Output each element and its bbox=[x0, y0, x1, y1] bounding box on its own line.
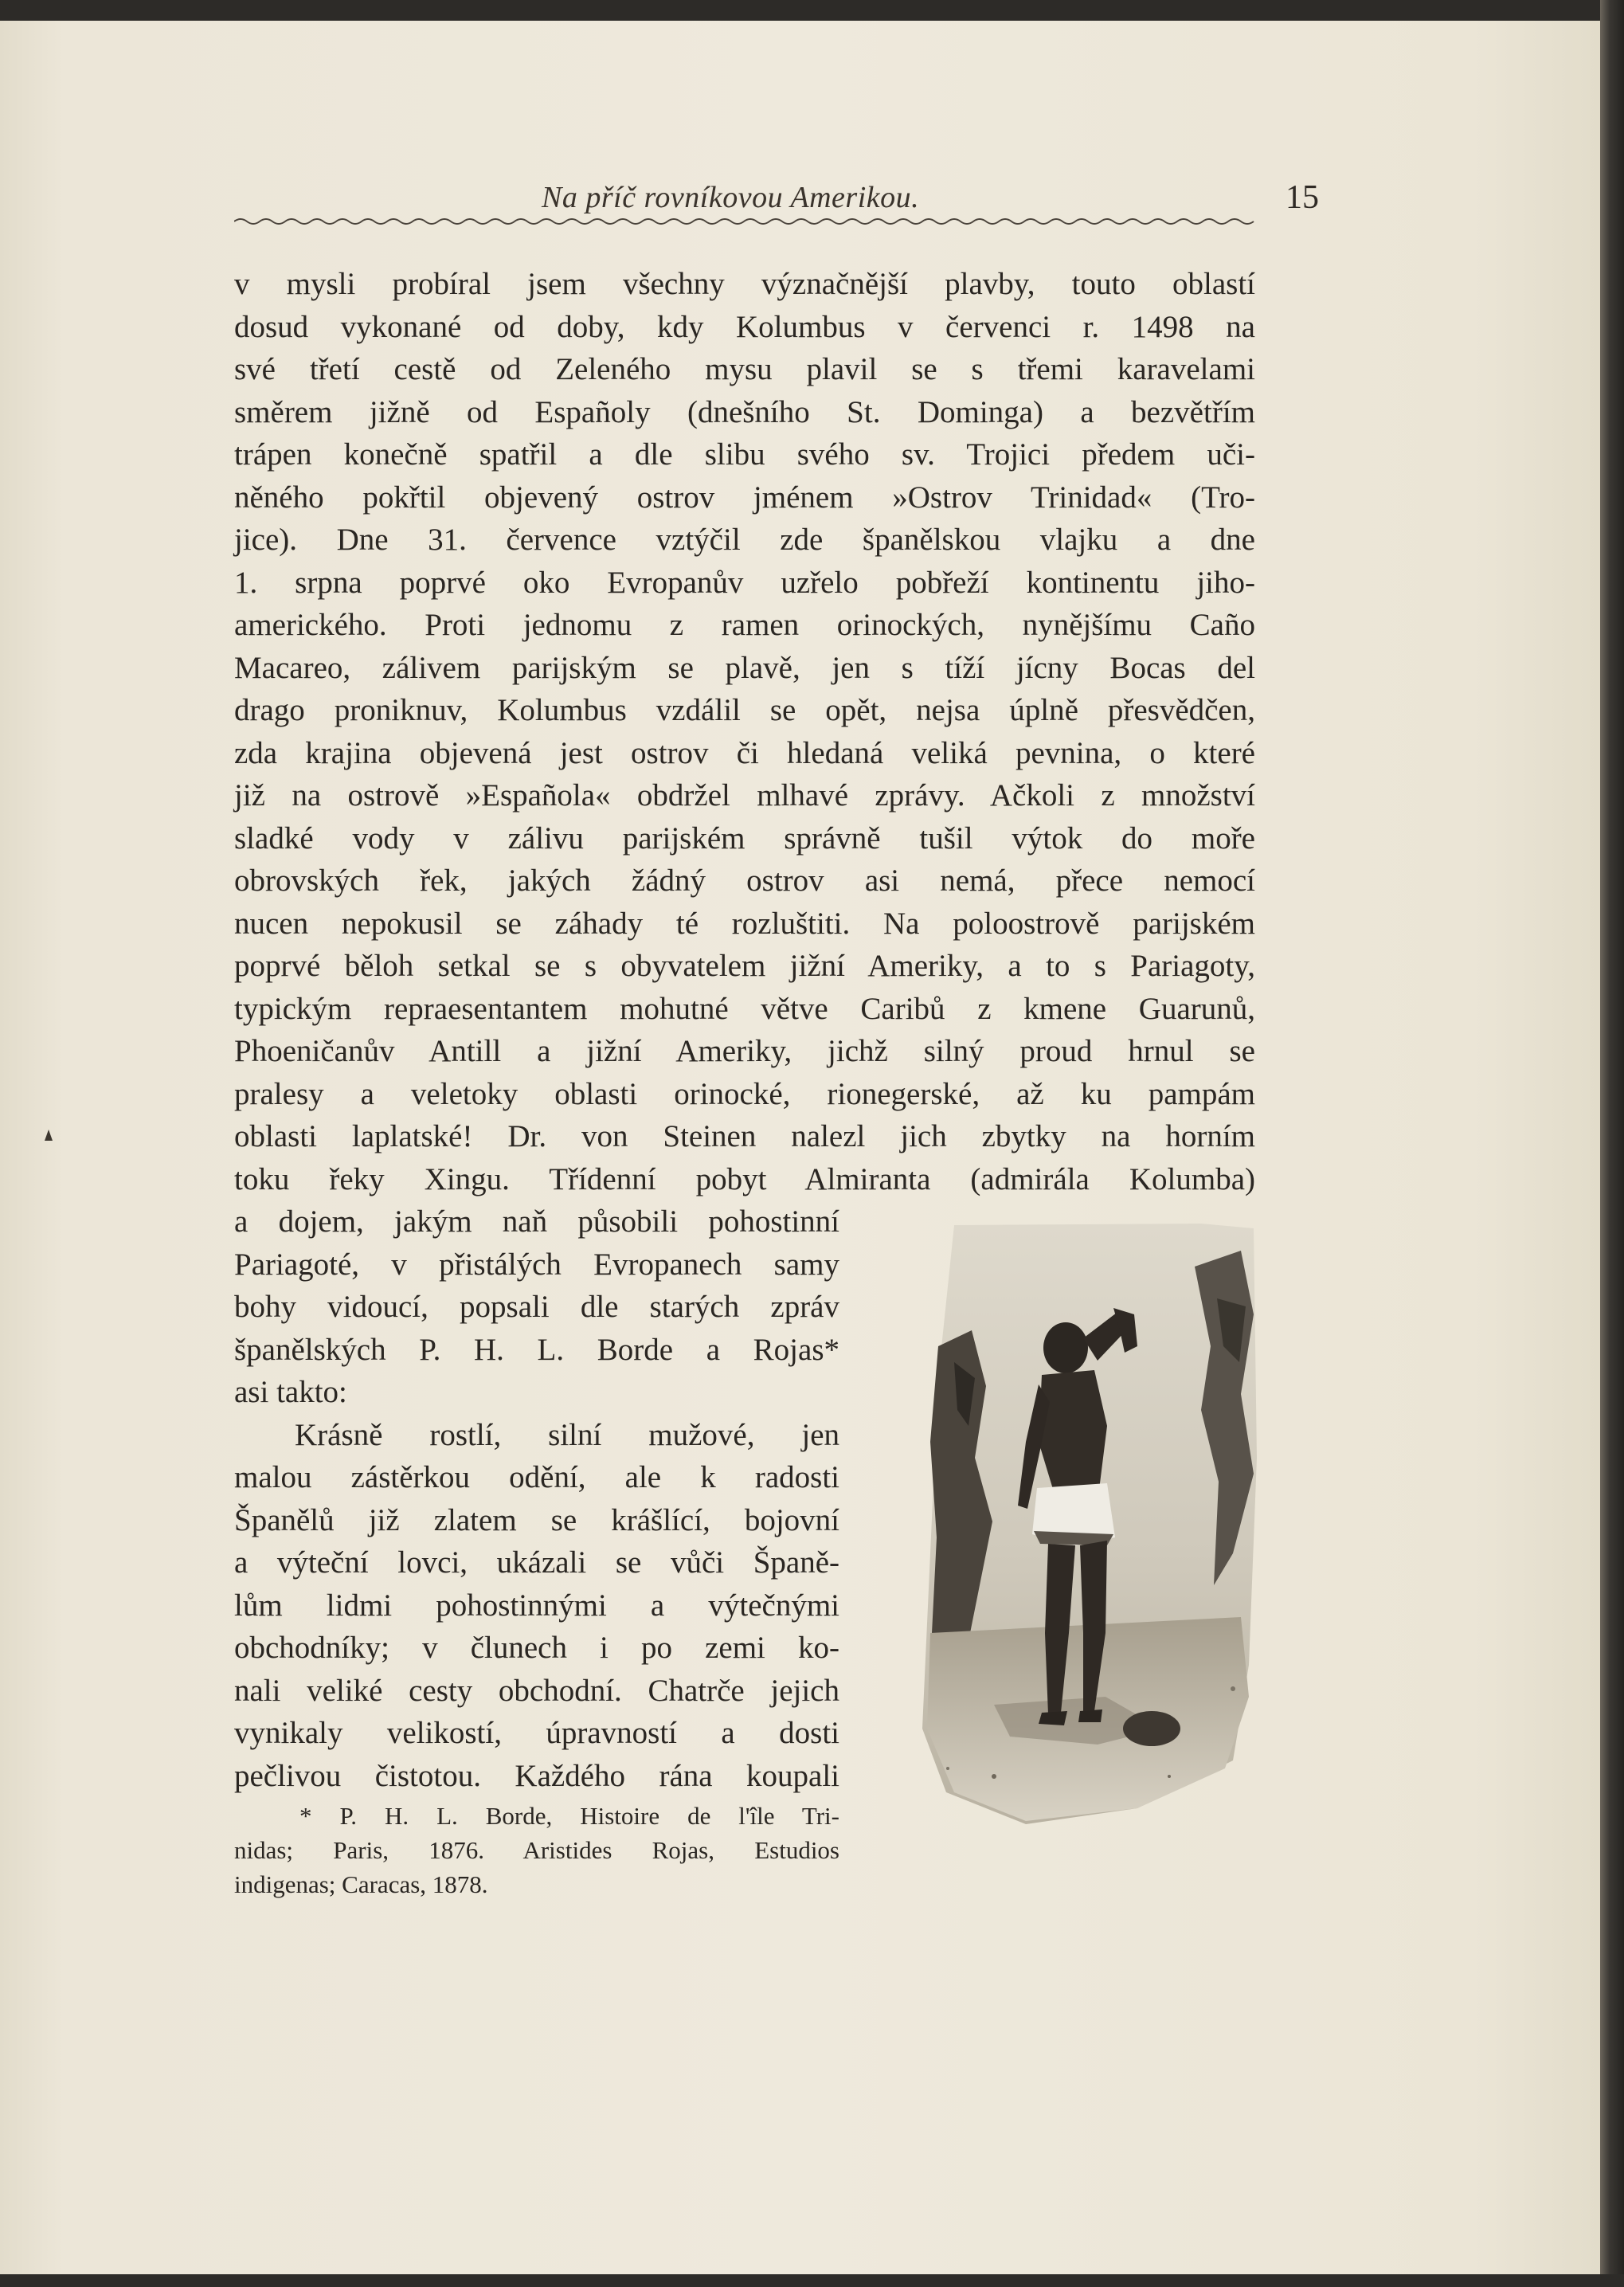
text-line: Krásně rostlí, silní mužové, jen bbox=[295, 1417, 839, 1452]
footnote-line: indigenas; Caracas, 1878. bbox=[234, 1870, 488, 1898]
text-line: lům lidmi pohostinnými a výtečnými bbox=[234, 1588, 839, 1623]
page-number: 15 bbox=[1286, 179, 1319, 216]
text-line: amerického. Proti jednomu z ramen orinockých, nynějšímu Caño bbox=[234, 608, 1255, 642]
text-line: a výteční lovci, ukázali se vůči Španě- bbox=[234, 1545, 839, 1580]
photograph-pariagota-man bbox=[898, 1219, 1258, 1839]
text-line: obrovských řek, jakých žádný ostrov asi nemá, přece nemocí bbox=[234, 863, 1255, 898]
text-line: vynikaly velikostí, úpravností a dosti bbox=[234, 1716, 839, 1750]
text-line: poprvé běloh setkal se s obyvatelem jižní Ameriky, a to s Pariagoty, bbox=[234, 949, 1255, 983]
text-line: směrem jižně od Españoly (dnešního St. Dominga) a bezvětřím bbox=[234, 394, 1255, 429]
text-line: nucen nepokusil se záhady té rozluštiti. Na poloostrově parijském bbox=[234, 906, 1255, 941]
text-line: pralesy a veletoky oblasti orinocké, rionegerské, až ku pampám bbox=[234, 1076, 1255, 1111]
footnote-line: nidas; Paris, 1876. Aristides Rojas, Estudios bbox=[234, 1836, 839, 1864]
text-line: jice). Dne 31. července vztýčil zde španělskou vlajku a dne bbox=[234, 523, 1255, 557]
text-line: drago proniknuv, Kolumbus vzdálil se opět, nejsa úplně přesvědčen, bbox=[234, 693, 1255, 727]
text-line: pečlivou čistotou. Každého rána koupali bbox=[234, 1758, 839, 1793]
footnote bbox=[234, 1799, 839, 1901]
text-line: své třetí cestě od Zeleného mysu plavil se s třemi karavelami bbox=[234, 352, 1255, 386]
text-line: v mysli probíral jsem všechny význačnější plavby, touto oblastí bbox=[234, 267, 1255, 301]
text-line: a dojem, jakým naň působili pohostinní bbox=[234, 1204, 839, 1239]
text-line: španělských P. H. L. Borde a Rojas* bbox=[234, 1332, 839, 1367]
text-line: něného pokřtil objevený ostrov jménem »Ostrov Trinidad« (Tro- bbox=[234, 480, 1255, 515]
text-line: Phoeničanův Antill a jižní Ameriky, jichž silný proud hrnul se bbox=[234, 1034, 1255, 1068]
scan-border-right bbox=[1600, 0, 1624, 2287]
running-head: Na příč rovníkovou Amerikou. bbox=[542, 181, 920, 214]
text-line: asi takto: bbox=[234, 1375, 347, 1409]
text-line: oblasti laplatské! Dr. von Steinen nalezl jich zbytky na horním bbox=[234, 1119, 1255, 1153]
text-line: nali veliké cesty obchodní. Chatrče jejich bbox=[234, 1673, 839, 1708]
footnote-line: * P. H. L. Borde, Histoire de l'île Tri- bbox=[299, 1802, 839, 1830]
text-line: toku řeky Xingu. Třídenní pobyt Almiranta (admirála Kolumba) bbox=[234, 1161, 1255, 1196]
scan-border-bottom bbox=[0, 2274, 1624, 2287]
text-line: Španělů již zlatem se krášlící, bojovní bbox=[234, 1502, 839, 1537]
text-line: bohy vidoucí, popsali dle starých zpráv bbox=[234, 1290, 839, 1324]
wavy-header-rule bbox=[234, 215, 1255, 226]
margin-marker bbox=[45, 1130, 53, 1141]
text-line: dosud vykonané od doby, kdy Kolumbus v červenci r. 1498 na bbox=[234, 309, 1255, 344]
text-line: zda krajina objevená jest ostrov či hledaná veliká pevnina, o které bbox=[234, 735, 1255, 770]
text-line: 1. srpna poprvé oko Evropanův uzřelo pobřeží kontinentu jiho- bbox=[234, 565, 1255, 600]
text-line: trápen konečně spatřil a dle slibu svého sv. Trojici předem uči- bbox=[234, 437, 1255, 472]
text-line: malou zástěrkou odění, ale k radosti bbox=[234, 1460, 839, 1494]
text-line: Macareo, zálivem parijským se plavě, jen s tíží jícny Bocas del bbox=[234, 650, 1255, 685]
text-line: typickým repraesentantem mohutné větve Caribů z kmene Guarunů, bbox=[234, 991, 1255, 1026]
text-line: Pariagoté, v přistálých Evropanech samy bbox=[234, 1247, 839, 1282]
text-line: již na ostrově »Española« obdržel mlhavé zprávy. Ačkoli z množství bbox=[234, 778, 1255, 813]
scan-border-top bbox=[0, 0, 1624, 21]
text-line: obchodníky; v člunech i po zemi ko- bbox=[234, 1631, 839, 1665]
text-line: sladké vody v zálivu parijském správně tušil výtok do moře bbox=[234, 820, 1255, 856]
